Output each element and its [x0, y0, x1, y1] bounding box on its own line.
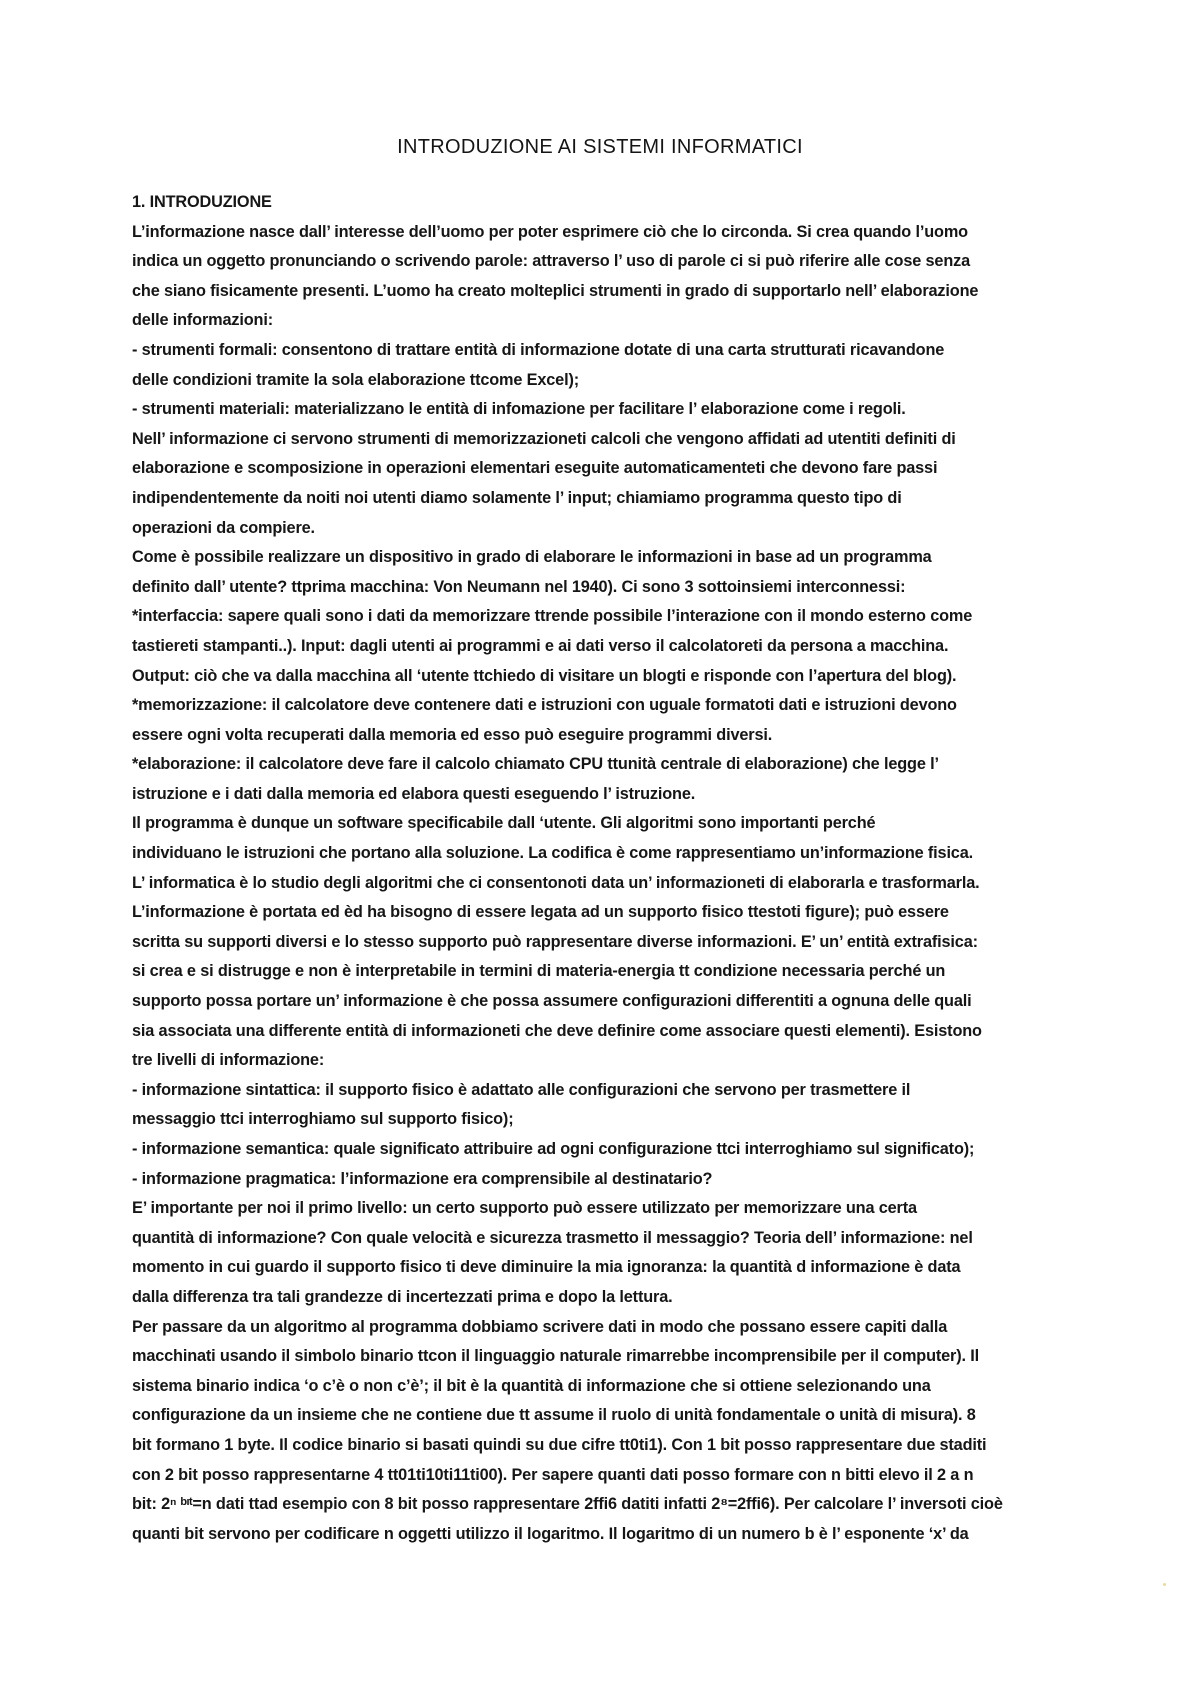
body-line: L’informazione è portata ed èd ha bisogno di essere legata ad un supporto fisico ttestoti figure); può essere — [132, 903, 949, 922]
document-body — [132, 188, 1104, 1549]
body-line: - informazione pragmatica: l’informazione era comprensibile al destinatario? — [132, 1169, 713, 1188]
body-line: - strumenti formali: consentono di trattare entità di informazione dotate di una carta strutturati ricavandone — [132, 340, 945, 359]
body-line: Il programma è dunque un software specificabile dall ‘utente. Gli algoritmi sono importanti perché — [132, 814, 876, 833]
body-line: dalla differenza tra tali grandezze di incertezzati prima e dopo la lettura. — [132, 1287, 673, 1306]
body-line: quantità di informazione? Con quale velocità e sicurezza trasmetto il messaggio? Teoria dell’ informazione: nel — [132, 1228, 973, 1247]
body-line: - informazione semantica: quale significato attribuire ad ogni configurazione ttci interroghiamo sul significato); — [132, 1140, 975, 1158]
body-line: essere ogni volta recuperati dalla memoria ed esso può eseguire programmi diversi. — [132, 725, 773, 744]
body-line: macchinati usando il simbolo binario ttcon il linguaggio naturale rimarrebbe incomprensibile per il computer). Il — [132, 1347, 979, 1366]
body-line: E’ importante per noi il primo livello: un certo supporto può essere utilizzato per memorizzare una certa — [132, 1199, 917, 1218]
body-line: scritta su supporti diversi e lo stesso supporto può rappresentare diverse informazioni. E’ un’ entità extrafisica: — [132, 932, 978, 951]
body-line: si crea e si distrugge e non è interpretabile in termini di materia-energia tt condizione necessaria perché un — [132, 962, 946, 981]
body-line: elaborazione e scomposizione in operazioni elementari eseguite automaticamenteti che devono fare passi — [132, 459, 938, 478]
body-line: delle informazioni: — [132, 311, 273, 330]
body-line: L’informazione nasce dall’ interesse dell’uomo per poter esprimere ciò che lo circonda. Si crea quando l’uomo — [132, 222, 968, 241]
body-line: quanti bit servono per codificare n oggetti utilizzo il logaritmo. Il logaritmo di un numero b è l’ esponente ‘x’ da — [132, 1524, 969, 1543]
body-line: delle condizioni tramite la sola elaborazione ttcome Excel); — [132, 370, 579, 389]
body-line: *interfaccia: sapere quali sono i dati da memorizzare ttrende possibile l’interazione con il mondo esterno come — [132, 607, 973, 626]
body-line: *elaborazione: il calcolatore deve fare il calcolo chiamato CPU ttunità centrale di elaborazione) che legge l’ — [132, 755, 939, 774]
page-speck — [1163, 1583, 1166, 1586]
body-line: indipendentemente da noiti noi utenti diamo solamente l’ input; chiamiamo programma questo tipo di — [132, 488, 902, 507]
body-line: sistema binario indica ‘o c’è o non c’è’; il bit è la quantità di informazione che si ottiene selezionando una — [132, 1376, 931, 1395]
body-line: L’ informatica è lo studio degli algoritmi che ci consentonoti data un’ informazioneti di elaborarla e trasformarla. — [132, 873, 980, 892]
body-line: bit formano 1 byte. Il codice binario si basati quindi su due cifre tt0ti1). Con 1 bit posso rappresentare due staditi — [132, 1435, 987, 1454]
body-line: sia associata una differente entità di informazioneti che deve definire come associare questi elementi). Esistono — [132, 1021, 982, 1040]
body-line: Per passare da un algoritmo al programma dobbiamo scrivere dati in modo che possano essere capiti dalla — [132, 1317, 948, 1336]
body-line: momento in cui guardo il supporto fisico ti deve diminuire la mia ignoranza: la quantità d informazione è data — [132, 1258, 961, 1277]
body-line: istruzione e i dati dalla memoria ed elabora questi eseguendo l’ istruzione. — [132, 784, 696, 803]
body-line: operazioni da compiere. — [132, 518, 315, 537]
body-line: *memorizzazione: il calcolatore deve contenere dati e istruzioni con uguale formatoti dati e istruzioni devono — [132, 696, 957, 715]
body-line: supporto possa portare un’ informazione è che possa assumere configurazioni differentiti a ognuna delle quali — [132, 992, 972, 1011]
document-title: INTRODUZIONE AI SISTEMI INFORMATICI — [397, 136, 803, 158]
body-line: individuano le istruzioni che portano alla soluzione. La codifica è come rappresentiamo un’informazione fisica. — [132, 844, 973, 863]
body-line: che siano fisicamente presenti. L’uomo ha creato molteplici strumenti in grado di supportarlo nell’ elaborazione — [132, 281, 979, 300]
section-heading: 1. INTRODUZIONE — [132, 193, 272, 211]
body-line: Come è possibile realizzare un dispositivo in grado di elaborare le informazioni in base ad un programma — [132, 548, 932, 567]
body-line: indica un oggetto pronunciando o scrivendo parole: attraverso l’ uso di parole ci si può riferire alle cose senza — [132, 252, 971, 271]
body-line: tre livelli di informazione: — [132, 1051, 325, 1070]
body-line: Nell’ informazione ci servono strumenti di memorizzazioneti calcoli che vengono affidati ad utentiti definiti di — [132, 429, 956, 448]
body-line: con 2 bit posso rappresentarne 4 tt01ti10ti11ti00). Per sapere quanti dati posso formare con n bitti elevo il 2 a n — [132, 1465, 974, 1484]
body-line: configurazione da un insieme che ne contiene due tt assume il ruolo di unità fondamentale o unità di misura). 8 — [132, 1406, 976, 1425]
body-line: messaggio ttci interroghiamo sul supporto fisico); — [132, 1110, 514, 1129]
body-line: tastiereti stampanti..). Input: dagli utenti ai programmi e ai dati verso il calcolatoreti da persona a macchina. — [132, 636, 949, 655]
body-line: definito dall’ utente? ttprima macchina: Von Neumann nel 1940). Ci sono 3 sottoinsiemi interconnessi: — [132, 577, 906, 596]
body-line: Output: ciò che va dalla macchina all ‘utente ttchiedo di visitare un blogti e risponde con l’apertura del blog). — [132, 666, 957, 685]
body-line: - informazione sintattica: il supporto fisico è adattato alle configurazioni che servono per trasmettere il — [132, 1080, 911, 1099]
body-line: bit: 2ⁿ ᵇᶦᵗ=n dati ttad esempio con 8 bit posso rappresentare 2ffi6 datiti infatti 2⁸=2ffi6). Per calcolare l’ inversoti cioè — [132, 1495, 1003, 1514]
body-line: - strumenti materiali: materializzano le entità di infomazione per facilitare l’ elaborazione come i regoli. — [132, 400, 906, 419]
